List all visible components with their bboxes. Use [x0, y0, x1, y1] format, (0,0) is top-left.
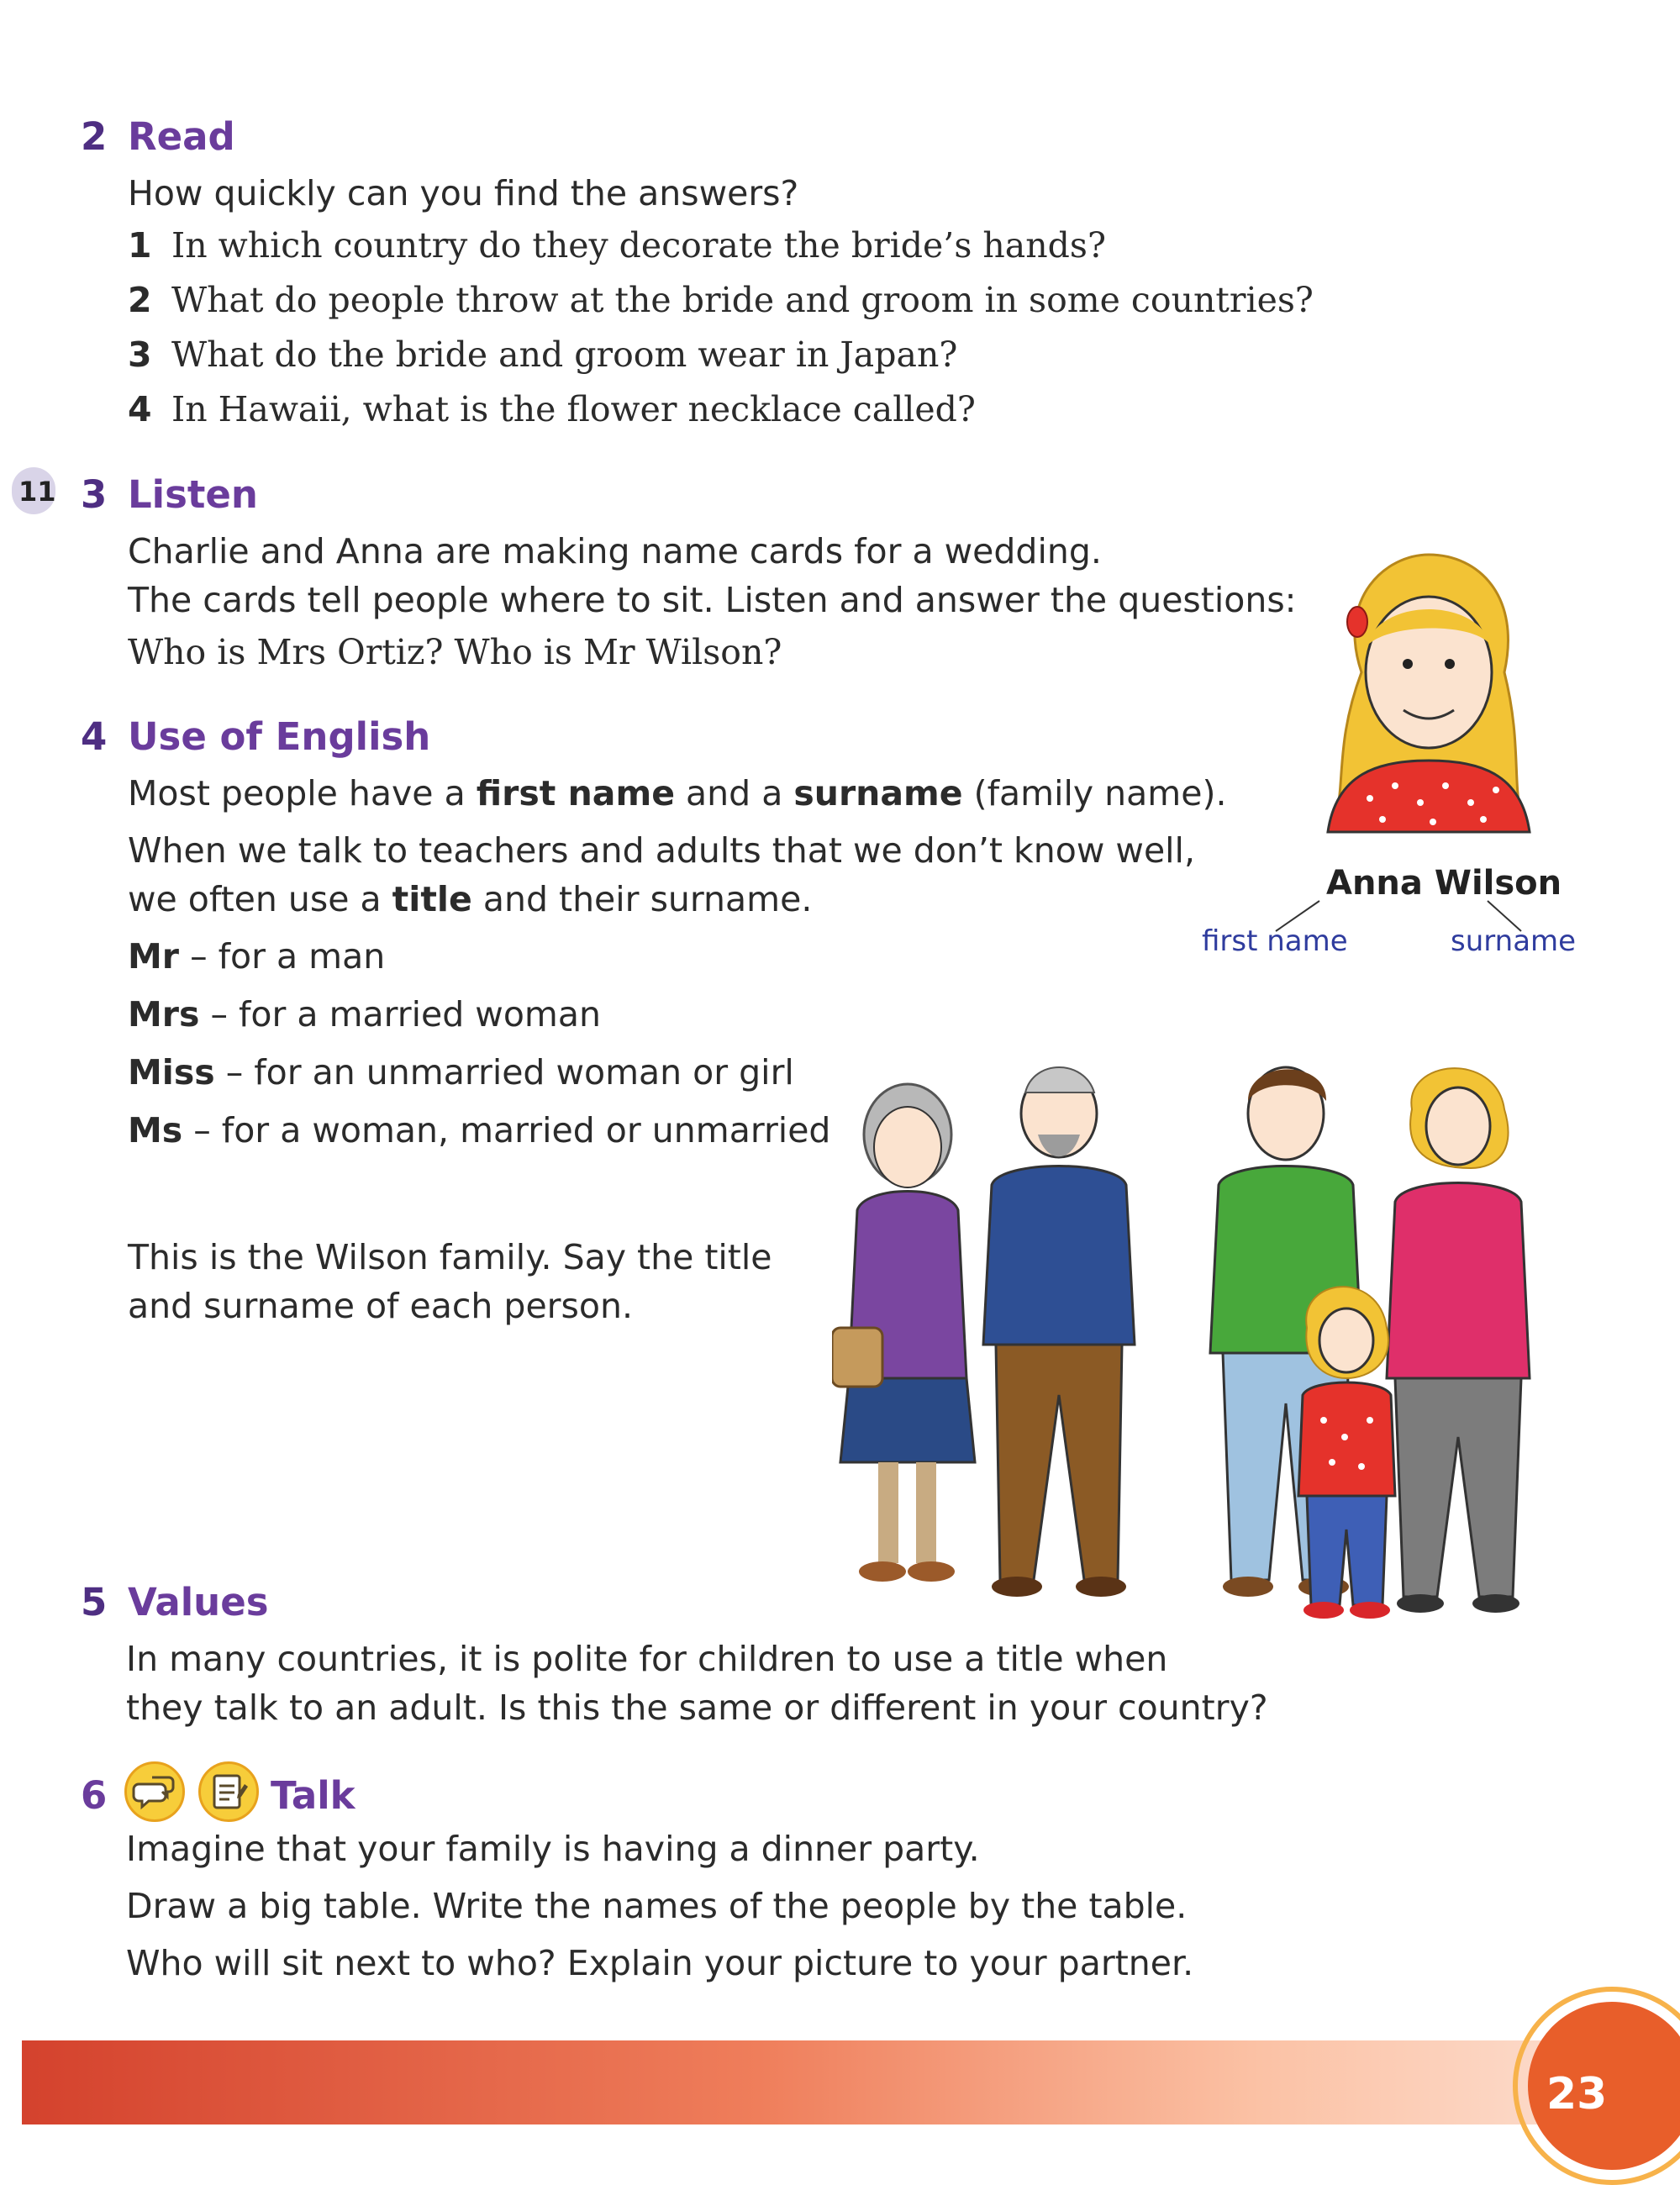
family-task-line-2: and surname of each person. — [128, 1286, 633, 1326]
page-number: 23 — [1546, 2069, 1608, 2119]
read-intro: How quickly can you find the answers? — [128, 173, 799, 213]
values-heading: 5 Values — [81, 1580, 269, 1624]
uoe-paragraph-1: Most people have a first name and a surname (family name). — [128, 773, 1227, 813]
talk-line-1: Imagine that your family is having a dinner party. — [126, 1829, 980, 1869]
title-mrs: Mrs – for a married woman — [128, 994, 601, 1035]
talk-line-2: Draw a big table. Write the names of the people by the table. — [126, 1886, 1188, 1926]
first-name-annotation: first name — [1202, 924, 1348, 958]
wilson-family-illustration — [832, 1042, 1572, 1630]
speech-bubbles-icon — [124, 1761, 185, 1822]
anna-name-label: Anna Wilson — [1326, 864, 1562, 903]
read-heading — [81, 114, 235, 159]
mother-figure — [1387, 1068, 1530, 1613]
title-ms: Ms – for a woman, married or unmarried — [128, 1110, 831, 1150]
listen-heading: 3 Listen — [81, 472, 258, 517]
footer-band — [22, 2040, 1661, 2124]
talk-number: 6 — [81, 1773, 108, 1818]
grandmother-figure — [832, 1084, 975, 1582]
values-line-1: In many countries, it is polite for children to use a title when — [126, 1639, 1168, 1679]
uoe-paragraph-2: When we talk to teachers and adults that we don’t know well, — [128, 830, 1195, 871]
anna-portrait-illustration — [1319, 546, 1538, 849]
title-mr: Mr – for a man — [128, 936, 386, 977]
values-line-2: they talk to an adult. Is this the same or different in your country? — [126, 1687, 1268, 1728]
use-of-english-heading: 4 Use of English — [81, 714, 431, 759]
listen-line-2: The cards tell people where to sit. Listen and answer the questions: — [128, 580, 1297, 620]
family-task-line-1: This is the Wilson family. Say the title — [128, 1237, 772, 1277]
uoe-paragraph-3: we often use a title and their surname. — [128, 879, 813, 919]
listen-line-1: Charlie and Anna are making name cards for a wedding. — [128, 531, 1102, 571]
listen-questions: Who is Mrs Ortiz? Who is Mr Wilson? — [128, 632, 782, 672]
title-miss: Miss – for an unmarried woman or girl — [128, 1052, 794, 1092]
question-4: 4 In Hawaii, what is the flower necklace called? — [128, 389, 976, 429]
question-1: 1 In which country do they decorate the bride’s hands? — [128, 225, 1106, 266]
grandfather-figure — [983, 1067, 1135, 1597]
surname-annotation: surname — [1451, 924, 1577, 958]
girl-figure — [1298, 1287, 1395, 1619]
section-title: Read — [128, 114, 235, 159]
notepad-writing-icon — [198, 1761, 259, 1822]
question-3: 3 What do the bride and groom wear in Japan? — [128, 334, 958, 375]
talk-heading: Talk — [271, 1773, 355, 1818]
talk-line-3: Who will sit next to who? Explain your picture to your partner. — [126, 1943, 1194, 1983]
section-number: 2 — [81, 114, 108, 159]
audio-track-badge[interactable]: 11 — [18, 476, 56, 508]
question-2: 2 What do people throw at the bride and groom in some countries? — [128, 280, 1314, 320]
